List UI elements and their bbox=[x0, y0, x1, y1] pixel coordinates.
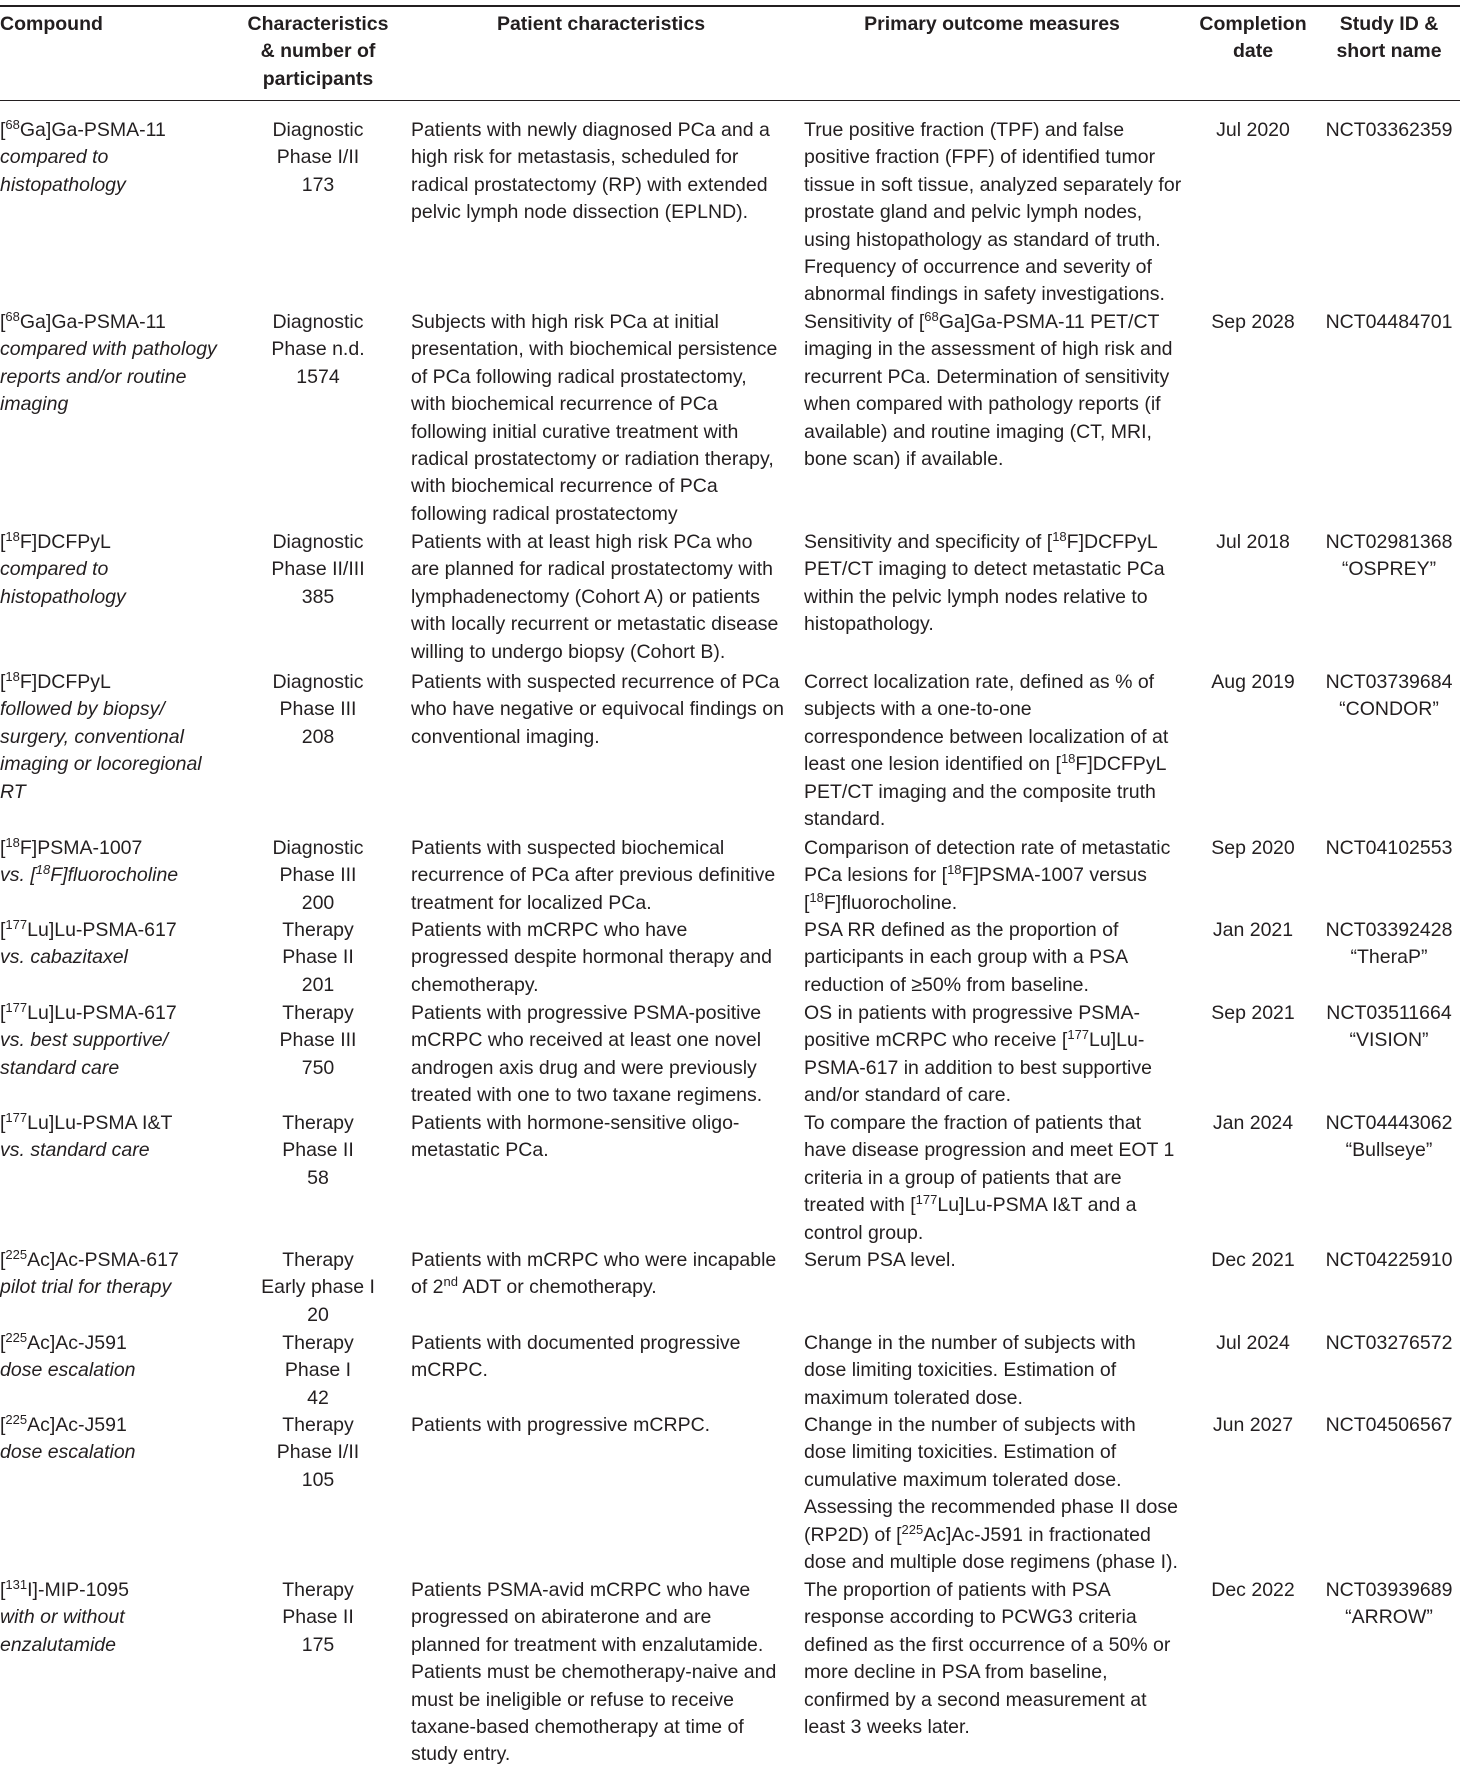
characteristics-cell-line: Diagnostic bbox=[272, 671, 364, 693]
patient-characteristics-cell-line: high risk for metastasis, scheduled for bbox=[411, 146, 739, 169]
primary-outcome-cell-line: bone scan) if available. bbox=[804, 448, 1004, 471]
study-id-cell-line: NCT03362359 bbox=[1325, 119, 1453, 141]
patient-characteristics-cell-line: of PCa following radical prostatectomy, bbox=[411, 365, 747, 388]
primary-outcome-cell-line: PSA RR defined as the proportion of bbox=[804, 919, 1119, 941]
primary-outcome-cell-line: tissue in soft tissue, analyzed separately for bbox=[804, 173, 1182, 196]
primary-outcome-cell-line: more decline in PSA from baseline, bbox=[804, 1661, 1108, 1684]
patient-characteristics-cell-line: Patients with suspected recurrence of PCa bbox=[411, 671, 780, 693]
characteristics-cell-line: Therapy bbox=[282, 1249, 354, 1271]
patient-characteristics-cell-line: presentation, with biochemical persistence bbox=[411, 338, 778, 361]
characteristics-cell bbox=[240, 309, 396, 391]
compound-cell-line: vs. best supportive/ bbox=[0, 1029, 168, 1052]
header-study-id: Study ID & short name bbox=[1336, 13, 1442, 63]
study-id-cell bbox=[1318, 1330, 1460, 1357]
patient-characteristics-cell bbox=[411, 917, 772, 999]
primary-outcome-cell-line: dose and multiple dose regimens (phase I). bbox=[804, 1551, 1178, 1574]
patient-characteristics-cell-line: mCRPC who received at least one novel bbox=[411, 1029, 762, 1052]
primary-outcome-cell-line: criteria in a group of patients that are bbox=[804, 1166, 1122, 1189]
patient-characteristics-cell-line: following initial curative treatment with bbox=[411, 420, 739, 443]
characteristics-cell bbox=[240, 117, 396, 199]
patient-characteristics-cell-line: Patients with documented progressive bbox=[411, 1332, 741, 1354]
characteristics-cell-line: 208 bbox=[301, 725, 335, 748]
patient-characteristics-cell-line: mCRPC. bbox=[411, 1359, 488, 1382]
primary-outcome-cell-line: OS in patients with progressive PSMA- bbox=[804, 1002, 1140, 1024]
compound-cell bbox=[0, 669, 202, 806]
characteristics-cell bbox=[240, 1412, 396, 1494]
characteristics-cell-line: Phase I/II bbox=[276, 1441, 360, 1464]
characteristics-cell-line: Diagnostic bbox=[272, 837, 364, 859]
primary-outcome-cell-line: PSMA-617 in addition to best supportive bbox=[804, 1056, 1152, 1079]
patient-characteristics-cell-line: willing to undergo biopsy (Cohort B). bbox=[411, 640, 726, 663]
completion-date-cell-line: Jul 2018 bbox=[1216, 531, 1290, 553]
completion-date-cell-line: Jan 2021 bbox=[1212, 919, 1294, 941]
primary-outcome-cell-line: To compare the fraction of patients that bbox=[804, 1112, 1142, 1134]
study-id-cell bbox=[1318, 917, 1460, 972]
compound-cell-line: [$^{225}$Ac]Ac-PSMA-617 bbox=[0, 1246, 179, 1271]
study-id-cell-line: “Bullseye” bbox=[1345, 1139, 1433, 1162]
patient-characteristics-cell-line: metastatic PCa. bbox=[411, 1139, 549, 1162]
characteristics-cell-line: 1574 bbox=[296, 365, 340, 388]
primary-outcome-cell bbox=[804, 117, 1181, 309]
completion-date-cell bbox=[1192, 835, 1314, 862]
study-id-cell bbox=[1318, 835, 1460, 862]
patient-characteristics-cell-line: Patients with mCRPC who were incapable bbox=[411, 1249, 777, 1271]
compound-cell-line: dose escalation bbox=[0, 1359, 136, 1382]
compound-cell bbox=[0, 1110, 172, 1165]
header-characteristics: Characteristics & number of participants bbox=[247, 13, 389, 90]
compound-cell-line: [$^{68}$Ga]Ga-PSMA-11 bbox=[0, 308, 166, 333]
characteristics-cell-line: Phase III bbox=[279, 1029, 357, 1052]
primary-outcome-cell-line: response according to PCWG3 criteria bbox=[804, 1606, 1137, 1629]
completion-date-cell-line: Jan 2024 bbox=[1212, 1112, 1294, 1134]
patient-characteristics-cell-line: study entry. bbox=[411, 1743, 511, 1766]
primary-outcome-cell-line: least 3 weeks later. bbox=[804, 1716, 970, 1739]
compound-cell-line: imaging bbox=[0, 393, 69, 416]
primary-outcome-cell bbox=[804, 1577, 1170, 1741]
primary-outcome-cell-line: True positive fraction (TPF) and false bbox=[804, 119, 1125, 141]
compound-cell-line: standard care bbox=[0, 1056, 120, 1079]
characteristics-cell-line: 20 bbox=[307, 1303, 329, 1326]
header-rule bbox=[0, 100, 1460, 101]
compound-cell-line: dose escalation bbox=[0, 1441, 136, 1464]
completion-date-cell bbox=[1192, 529, 1314, 556]
primary-outcome-cell bbox=[804, 669, 1168, 833]
characteristics-cell-line: Phase II/III bbox=[271, 558, 365, 581]
compound-cell bbox=[0, 917, 177, 972]
patient-characteristics-cell-line: lymphadenectomy (Cohort A) or patients bbox=[411, 585, 761, 608]
patient-characteristics-cell-line: radical prostatectomy or radiation therapy, bbox=[411, 448, 774, 471]
completion-date-cell bbox=[1192, 1412, 1314, 1439]
characteristics-cell-line: Phase n.d. bbox=[271, 338, 365, 361]
patient-characteristics-cell-line: must be ineligible or refuse to receive bbox=[411, 1688, 734, 1711]
primary-outcome-cell bbox=[804, 1247, 956, 1274]
primary-outcome-cell-line: positive mCRPC who receive [$^{177}$Lu]Lu- bbox=[804, 1027, 1145, 1052]
primary-outcome-cell-line: Serum PSA level. bbox=[804, 1249, 956, 1271]
primary-outcome-cell-line: defined as the first occurrence of a 50% or bbox=[804, 1633, 1171, 1656]
patient-characteristics-cell-line: Patients with mCRPC who have bbox=[411, 919, 688, 941]
characteristics-cell-line: 105 bbox=[301, 1468, 335, 1491]
compound-cell-line: [$^{177}$Lu]Lu-PSMA-617 bbox=[0, 916, 177, 941]
primary-outcome-cell-line: imaging in the assessment of high risk and bbox=[804, 338, 1173, 361]
completion-date-cell bbox=[1192, 669, 1314, 696]
compound-cell-line: pilot trial for therapy bbox=[0, 1276, 172, 1299]
completion-date-cell bbox=[1192, 1000, 1314, 1027]
study-id-cell-line: “OSPREY” bbox=[1341, 558, 1437, 581]
patient-characteristics-cell-line: progressed on abiraterone and are bbox=[411, 1606, 712, 1629]
primary-outcome-cell bbox=[804, 1110, 1174, 1247]
characteristics-cell bbox=[240, 529, 396, 611]
patient-characteristics-cell bbox=[411, 1330, 741, 1385]
primary-outcome-cell-line: Frequency of occurrence and severity of bbox=[804, 256, 1152, 279]
characteristics-cell-line: Phase III bbox=[279, 698, 357, 721]
study-id-cell-line: NCT03511664 bbox=[1326, 1002, 1452, 1024]
completion-date-cell bbox=[1192, 309, 1314, 336]
primary-outcome-cell-line: Assessing the recommended phase II dose bbox=[804, 1496, 1178, 1519]
compound-cell-line: [$^{68}$Ga]Ga-PSMA-11 bbox=[0, 116, 166, 141]
primary-outcome-cell-line: available) and routine imaging (CT, MRI, bbox=[804, 420, 1152, 443]
compound-cell-line: compared with pathology bbox=[0, 338, 217, 361]
compound-cell-line: followed by biopsy/ bbox=[0, 698, 165, 721]
patient-characteristics-cell bbox=[411, 1577, 776, 1769]
table-top-rule bbox=[0, 5, 1460, 7]
primary-outcome-cell bbox=[804, 1330, 1136, 1412]
header-primary-outcome: Primary outcome measures bbox=[864, 13, 1120, 35]
study-id-cell-line: “VISION” bbox=[1349, 1029, 1429, 1052]
patient-characteristics-cell bbox=[411, 1412, 710, 1439]
characteristics-cell-line: Phase II bbox=[282, 946, 354, 969]
characteristics-cell-line: Phase II bbox=[282, 1139, 354, 1162]
completion-date-cell-line: Aug 2019 bbox=[1211, 671, 1295, 693]
characteristics-cell bbox=[240, 1330, 396, 1412]
primary-outcome-cell-line: prostate gland and pelvic lymph nodes, bbox=[804, 201, 1143, 224]
characteristics-cell-line: 201 bbox=[301, 973, 335, 996]
characteristics-cell-line: 175 bbox=[301, 1633, 335, 1656]
primary-outcome-cell-line: dose limiting toxicities. Estimation of bbox=[804, 1359, 1117, 1382]
patient-characteristics-cell-line: progressed despite hormonal therapy and bbox=[411, 946, 772, 969]
primary-outcome-cell-line: positive fraction (FPF) of identified tumor bbox=[804, 146, 1156, 169]
header-compound: Compound bbox=[0, 13, 103, 35]
primary-outcome-cell-line: when compared with pathology reports (if bbox=[804, 393, 1161, 416]
characteristics-cell bbox=[240, 835, 396, 917]
patient-characteristics-cell bbox=[411, 669, 784, 751]
characteristics-cell-line: Therapy bbox=[282, 919, 354, 941]
header-patient-characteristics: Patient characteristics bbox=[496, 13, 706, 35]
completion-date-cell-line: Sep 2021 bbox=[1211, 1002, 1295, 1024]
patient-characteristics-cell-line: with biochemical recurrence of PCa bbox=[411, 393, 718, 416]
completion-date-cell-line: Jul 2020 bbox=[1216, 119, 1290, 141]
study-id-cell-line: “ARROW” bbox=[1345, 1606, 1433, 1629]
characteristics-cell-line: Early phase I bbox=[261, 1276, 375, 1299]
study-id-cell bbox=[1318, 117, 1460, 144]
study-id-cell-line: NCT04506567 bbox=[1325, 1414, 1453, 1436]
characteristics-cell-line: 42 bbox=[307, 1386, 329, 1409]
compound-cell bbox=[0, 529, 126, 611]
patient-characteristics-cell-line: of 2nd ADT or chemotherapy. bbox=[411, 1274, 657, 1299]
primary-outcome-cell-line: maximum tolerated dose. bbox=[804, 1386, 1023, 1409]
primary-outcome-cell-line: Change in the number of subjects with bbox=[804, 1414, 1136, 1436]
primary-outcome-cell-line: The proportion of patients with PSA bbox=[804, 1579, 1111, 1601]
patient-characteristics-cell-line: Subjects with high risk PCa at initial bbox=[411, 311, 719, 333]
characteristics-cell-line: 173 bbox=[301, 173, 335, 196]
primary-outcome-cell-line: subjects with a one-to-one bbox=[804, 698, 1032, 721]
primary-outcome-cell bbox=[804, 1412, 1178, 1576]
completion-date-cell-line: Sep 2020 bbox=[1211, 837, 1295, 859]
primary-outcome-cell-line: Sensitivity and specificity of [$^{18}$F]DCFPyL bbox=[804, 528, 1158, 553]
study-id-cell bbox=[1318, 1247, 1460, 1274]
primary-outcome-cell-line: have disease progression and meet EOT 1 bbox=[804, 1139, 1175, 1162]
primary-outcome-cell bbox=[804, 529, 1165, 639]
primary-outcome-cell bbox=[804, 917, 1128, 999]
patient-characteristics-cell bbox=[411, 835, 775, 917]
study-id-cell-line: NCT04443062 bbox=[1325, 1112, 1453, 1134]
study-id-cell bbox=[1318, 1110, 1460, 1165]
study-id-cell-line: NCT04102553 bbox=[1325, 837, 1453, 859]
compound-cell-line: [$^{131}$I]-MIP-1095 bbox=[0, 1576, 129, 1601]
patient-characteristics-cell-line: conventional imaging. bbox=[411, 725, 600, 748]
characteristics-cell-line: Diagnostic bbox=[272, 311, 364, 333]
primary-outcome-cell-line: PET/CT imaging to detect metastatic PCa bbox=[804, 558, 1165, 581]
study-id-cell bbox=[1318, 529, 1460, 584]
compound-cell bbox=[0, 117, 166, 199]
characteristics-cell-line: Therapy bbox=[282, 1332, 354, 1354]
characteristics-cell-line: 58 bbox=[307, 1166, 329, 1189]
completion-date-cell bbox=[1192, 1247, 1314, 1274]
primary-outcome-cell bbox=[804, 835, 1170, 917]
primary-outcome-cell-line: participants in each group with a PSA bbox=[804, 946, 1129, 969]
primary-outcome-cell-line: cumulative maximum tolerated dose. bbox=[804, 1468, 1122, 1491]
study-id-cell-line: NCT03276572 bbox=[1325, 1332, 1453, 1354]
primary-outcome-cell-line: PCa lesions for [$^{18}$F]PSMA-1007 versus bbox=[804, 862, 1147, 887]
characteristics-cell-line: Phase III bbox=[279, 864, 357, 887]
compound-cell bbox=[0, 835, 178, 890]
compound-cell-line: compared to bbox=[0, 146, 109, 169]
completion-date-cell bbox=[1192, 1330, 1314, 1357]
patient-characteristics-cell-line: recurrence of PCa after previous definitive bbox=[411, 864, 776, 887]
primary-outcome-cell-line: Sensitivity of [$^{68}$Ga]Ga-PSMA-11 PET/CT bbox=[804, 308, 1160, 333]
primary-outcome-cell-line: Comparison of detection rate of metastatic bbox=[804, 837, 1171, 859]
primary-outcome-cell-line: using histopathology as standard of truth. bbox=[804, 228, 1161, 251]
compound-cell-line: [$^{177}$Lu]Lu-PSMA-617 bbox=[0, 999, 177, 1024]
compound-cell-line: [$^{18}$F]DCFPyL bbox=[0, 528, 111, 553]
primary-outcome-cell-line: least one lesion identified on [$^{18}$F]DCFPyL bbox=[804, 751, 1167, 776]
patient-characteristics-cell-line: are planned for radical prostatectomy with bbox=[411, 558, 774, 581]
primary-outcome-cell-line: confirmed by a second measurement at bbox=[804, 1688, 1147, 1711]
characteristics-cell bbox=[240, 669, 396, 751]
patient-characteristics-cell-line: with biochemical recurrence of PCa bbox=[411, 475, 718, 498]
compound-cell-line: [$^{177}$Lu]Lu-PSMA I&T bbox=[0, 1109, 173, 1134]
characteristics-cell-line: Therapy bbox=[282, 1112, 354, 1134]
primary-outcome-cell-line: treated with [$^{177}$Lu]Lu-PSMA I&T and a bbox=[804, 1192, 1137, 1217]
study-id-cell-line: NCT02981368 bbox=[1325, 531, 1453, 553]
patient-characteristics-cell-line: Patients PSMA-avid mCRPC who have bbox=[411, 1579, 751, 1601]
study-id-cell bbox=[1318, 1000, 1460, 1055]
characteristics-cell-line: 750 bbox=[301, 1056, 335, 1079]
study-id-cell-line: “TheraP” bbox=[1350, 946, 1428, 969]
primary-outcome-cell-line: (RP2D) of [$^{225}$Ac]Ac-J591 in fractionated bbox=[804, 1521, 1151, 1546]
compound-cell bbox=[0, 1330, 136, 1385]
characteristics-cell-line: Diagnostic bbox=[272, 531, 364, 553]
study-id-cell-line: “CONDOR” bbox=[1339, 698, 1439, 721]
completion-date-cell bbox=[1192, 917, 1314, 944]
study-id-cell bbox=[1318, 309, 1460, 336]
compound-cell bbox=[0, 1577, 129, 1659]
patient-characteristics-cell bbox=[411, 117, 770, 227]
compound-cell-line: vs. [$^{18}$F]fluorocholine bbox=[0, 862, 179, 887]
primary-outcome-cell-line: recurrent PCa. Determination of sensitivity bbox=[804, 365, 1170, 388]
compound-cell-line: enzalutamide bbox=[0, 1633, 116, 1656]
completion-date-cell-line: Dec 2021 bbox=[1211, 1249, 1295, 1271]
characteristics-cell bbox=[240, 917, 396, 999]
primary-outcome-cell-line: control group. bbox=[804, 1221, 924, 1244]
primary-outcome-cell-line: dose limiting toxicities. Estimation of bbox=[804, 1441, 1117, 1464]
patient-characteristics-cell-line: treated with one to two taxane regimens. bbox=[411, 1084, 763, 1107]
compound-cell-line: vs. cabazitaxel bbox=[0, 946, 128, 969]
patient-characteristics-cell-line: Patients with suspected biochemical bbox=[411, 837, 725, 859]
completion-date-cell-line: Sep 2028 bbox=[1211, 311, 1295, 333]
primary-outcome-cell-line: abnormal findings in safety investigations. bbox=[804, 283, 1165, 306]
study-id-cell bbox=[1318, 1577, 1460, 1632]
compound-cell-line: histopathology bbox=[0, 173, 126, 196]
patient-characteristics-cell bbox=[411, 529, 778, 666]
patient-characteristics-cell-line: Patients with hormone-sensitive oligo- bbox=[411, 1112, 740, 1134]
compound-cell-line: imaging or locoregional bbox=[0, 753, 202, 776]
compound-cell bbox=[0, 1412, 136, 1467]
completion-date-cell bbox=[1192, 1110, 1314, 1137]
patient-characteristics-cell-line: with locally recurrent or metastatic disease bbox=[411, 613, 779, 636]
study-id-cell bbox=[1318, 669, 1460, 724]
characteristics-cell-line: Phase II bbox=[282, 1606, 354, 1629]
patient-characteristics-cell-line: treatment for localized PCa. bbox=[411, 891, 652, 914]
characteristics-cell bbox=[240, 1247, 396, 1329]
patient-characteristics-cell bbox=[411, 1110, 739, 1165]
compound-cell-line: [$^{225}$Ac]Ac-J591 bbox=[0, 1411, 127, 1436]
compound-cell bbox=[0, 309, 217, 419]
characteristics-cell-line: Phase I/II bbox=[276, 146, 360, 169]
completion-date-cell bbox=[1192, 1577, 1314, 1604]
patient-characteristics-cell-line: pelvic lymph node dissection (EPLND). bbox=[411, 201, 749, 224]
characteristics-cell-line: Therapy bbox=[282, 1579, 354, 1601]
compound-cell-line: [$^{225}$Ac]Ac-J591 bbox=[0, 1329, 127, 1354]
characteristics-cell bbox=[240, 1000, 396, 1082]
completion-date-cell-line: Jun 2027 bbox=[1212, 1414, 1294, 1436]
compound-cell-line: histopathology bbox=[0, 585, 126, 608]
primary-outcome-cell-line: [$^{18}$F]fluorocholine. bbox=[804, 889, 958, 914]
patient-characteristics-cell-line: Patients with newly diagnosed PCa and a bbox=[411, 119, 770, 141]
compound-cell-line: reports and/or routine bbox=[0, 365, 187, 388]
patient-characteristics-cell-line: following radical prostatectomy bbox=[411, 502, 678, 525]
primary-outcome-cell-line: PET/CT imaging and the composite truth bbox=[804, 780, 1156, 803]
study-id-cell-line: NCT04225910 bbox=[1325, 1249, 1453, 1271]
completion-date-cell bbox=[1192, 117, 1314, 144]
compound-cell-line: [$^{18}$F]PSMA-1007 bbox=[0, 834, 143, 859]
study-id-cell-line: NCT03939689 bbox=[1325, 1579, 1453, 1601]
patient-characteristics-cell-line: who have negative or equivocal findings on bbox=[411, 698, 784, 721]
patient-characteristics-cell bbox=[411, 1000, 762, 1110]
primary-outcome-cell-line: Correct localization rate, defined as % of bbox=[804, 671, 1155, 693]
compound-cell-line: with or without bbox=[0, 1606, 125, 1629]
compound-cell bbox=[0, 1247, 179, 1302]
compound-cell-line: compared to bbox=[0, 558, 109, 581]
patient-characteristics-cell-line: radical prostatectomy (RP) with extended bbox=[411, 173, 768, 196]
patient-characteristics-cell-line: Patients with progressive mCRPC. bbox=[411, 1414, 711, 1436]
header-completion-date: Completion date bbox=[1199, 13, 1307, 63]
characteristics-cell-line: 385 bbox=[301, 585, 335, 608]
primary-outcome-cell-line: standard. bbox=[804, 808, 886, 831]
primary-outcome-cell-line: and/or standard of care. bbox=[804, 1084, 1012, 1107]
study-id-cell-line: NCT04484701 bbox=[1325, 311, 1453, 333]
characteristics-cell-line: Diagnostic bbox=[272, 119, 364, 141]
characteristics-cell-line: Therapy bbox=[282, 1002, 354, 1024]
completion-date-cell-line: Jul 2024 bbox=[1216, 1332, 1290, 1354]
primary-outcome-cell-line: reduction of ≥50% from baseline. bbox=[804, 973, 1089, 996]
patient-characteristics-cell-line: taxane-based chemotherapy at time of bbox=[411, 1716, 744, 1739]
characteristics-cell-line: Therapy bbox=[282, 1414, 354, 1436]
characteristics-cell-line: Phase I bbox=[284, 1359, 352, 1382]
characteristics-cell-line: 200 bbox=[301, 891, 335, 914]
patient-characteristics-cell-line: androgen axis drug and were previously bbox=[411, 1056, 757, 1079]
primary-outcome-cell-line: histopathology. bbox=[804, 613, 934, 636]
patient-characteristics-cell bbox=[411, 1247, 776, 1302]
patient-characteristics-cell bbox=[411, 309, 777, 528]
patient-characteristics-cell-line: Patients with at least high risk PCa who bbox=[411, 531, 753, 553]
primary-outcome-cell-line: correspondence between localization of at bbox=[804, 725, 1169, 748]
primary-outcome-cell bbox=[804, 1000, 1152, 1110]
primary-outcome-cell-line: within the pelvic lymph nodes relative to bbox=[804, 585, 1148, 608]
primary-outcome-cell-line: Change in the number of subjects with bbox=[804, 1332, 1136, 1354]
patient-characteristics-cell-line: Patients must be chemotherapy-naive and bbox=[411, 1661, 777, 1684]
compound-cell-line: vs. standard care bbox=[0, 1139, 150, 1162]
compound-cell-line: RT bbox=[0, 780, 26, 803]
characteristics-cell bbox=[240, 1577, 396, 1659]
compound-cell bbox=[0, 1000, 177, 1082]
characteristics-cell bbox=[240, 1110, 396, 1192]
primary-outcome-cell bbox=[804, 309, 1173, 473]
study-id-cell bbox=[1318, 1412, 1460, 1439]
patient-characteristics-cell-line: planned for treatment with enzalutamide. bbox=[411, 1633, 764, 1656]
patient-characteristics-cell-line: Patients with progressive PSMA-positive bbox=[411, 1002, 762, 1024]
patient-characteristics-cell-line: chemotherapy. bbox=[411, 973, 539, 996]
compound-cell-line: surgery, conventional bbox=[0, 725, 184, 748]
completion-date-cell-line: Dec 2022 bbox=[1211, 1579, 1295, 1601]
study-id-cell-line: NCT03739684 bbox=[1325, 671, 1453, 693]
compound-cell-line: [$^{18}$F]DCFPyL bbox=[0, 668, 111, 693]
study-id-cell-line: NCT03392428 bbox=[1325, 919, 1453, 941]
